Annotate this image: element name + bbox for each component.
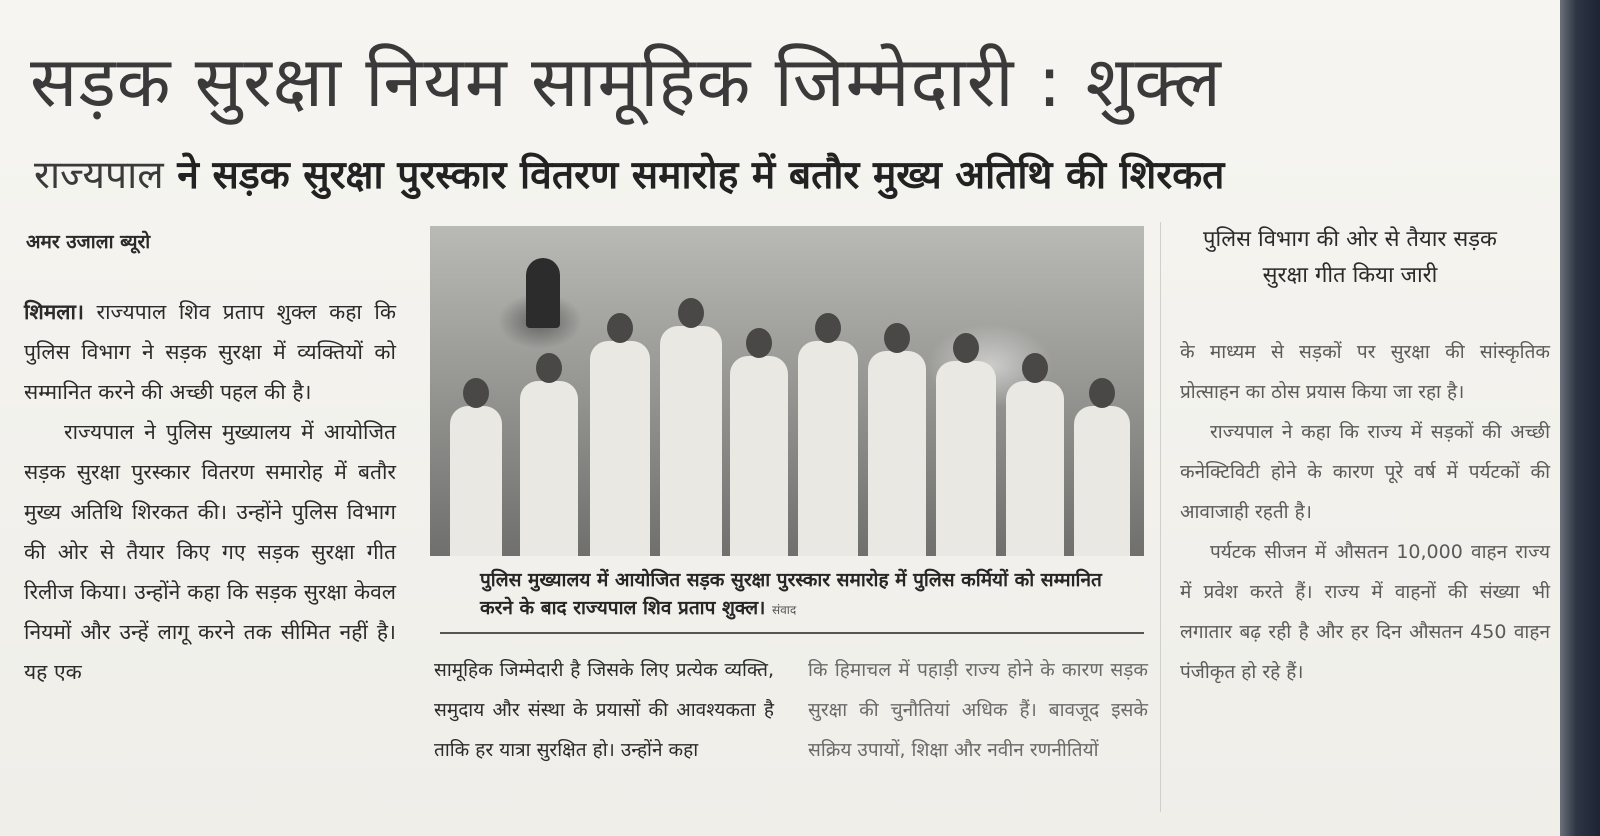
photo-caption (480, 566, 1120, 624)
left-column (24, 292, 396, 692)
middle-column-2: कि हिमाचल में पहाड़ी राज्य होने के कारण सड़क सुरक्षा की चुनौतियां अधिक हैं। बावजूद इसके सक्रिय उपायों, शिक्षा और नवीन रणनीतियों (808, 659, 1148, 761)
right-paragraph-2: राज्यपाल ने कहा कि राज्य में सड़कों की अच्छी कनेक्टिविटी होने के कारण पूरे वर्ष में पर्यटकों की आवाजाही रहती है। (1180, 421, 1550, 523)
left-paragraph-2: राज्यपाल ने पुलिस मुख्यालय में आयोजित सड़क सुरक्षा पुरस्कार वितरण समारोह में बतौर मुख्य अतिथि शिरकत की। उन्होंने पुलिस विभाग की ओर से तैयार किए गए सड़क सुरक्षा गीत रिलीज किया। उन्होंने कहा कि सड़क सुरक्षा केवल नियमों और उन्हें लागू करने तक सीमित नहीं है। यह एक (24, 420, 396, 684)
page-edge-shadow (1560, 0, 1600, 836)
subheadline (34, 150, 1534, 202)
dateline: शिमला। (24, 300, 84, 324)
photo-figure (936, 361, 996, 556)
left-paragraph-1-text: राज्यपाल शिव प्रताप शुक्ल कहा कि पुलिस विभाग ने सड़क सुरक्षा में व्यक्तियों को सम्मानित करने की अच्छी पहल की है। (24, 300, 396, 404)
photo-figure (1006, 381, 1064, 556)
right-column (1180, 332, 1550, 692)
middle-column: सामूहिक जिम्मेदारी है जिसके लिए प्रत्येक व्यक्ति, समुदाय और संस्था के प्रयासों की आवश्यकता है ताकि हर यात्रा सुरक्षित हो। उन्होंने कहा (434, 659, 774, 761)
photo-doorway (526, 258, 560, 328)
photo-figure (450, 406, 502, 556)
headline: सड़क सुरक्षा नियम सामूहिक जिम्मेदारी : शुक्ल (30, 41, 1222, 123)
photo-figure (590, 341, 650, 556)
photo-credit: संवाद (771, 603, 797, 617)
photo-caption-text: पुलिस मुख्यालय में आयोजित सड़क सुरक्षा पुरस्कार समारोह में पुलिस कर्मियों को सम्मानित करने के बाद राज्यपाल शिव प्रताप शुक्ल। (480, 569, 1102, 619)
right-paragraph-3: पर्यटक सीजन में औसतन 10,000 वाहन राज्य में प्रवेश करते हैं। राज्य में वाहनों की संख्या भी लगातार बढ़ रही है और हर दिन औसतन 450 वाहन पंजीकृत हो रहे हैं। (1180, 541, 1550, 683)
photo-figure (520, 381, 578, 556)
column-divider (1160, 222, 1161, 812)
photo-figure (730, 356, 788, 556)
subheadline-lead: राज्यपाल (34, 153, 164, 198)
photo-figure (798, 341, 858, 556)
side-headline: पुलिस विभाग की ओर से तैयार सड़क सुरक्षा गीत किया जारी (1203, 227, 1497, 288)
photo-figure (1074, 406, 1130, 556)
subheadline-rest: ने सड़क सुरक्षा पुरस्कार वितरण समारोह में बतौर मुख्य अतिथि की शिरकत (163, 153, 1225, 198)
caption-divider (440, 632, 1144, 634)
left-paragraph-1 (24, 292, 396, 412)
photo-figure (868, 351, 926, 556)
photo-figure (660, 326, 722, 556)
byline: अमर उजाला ब्यूरो (26, 231, 151, 253)
right-paragraph-1: के माध्यम से सड़कों पर सुरक्षा की सांस्कृतिक प्रोत्साहन का ठोस प्रयास किया जा रहा है। (1180, 341, 1550, 403)
news-photo (430, 226, 1144, 556)
